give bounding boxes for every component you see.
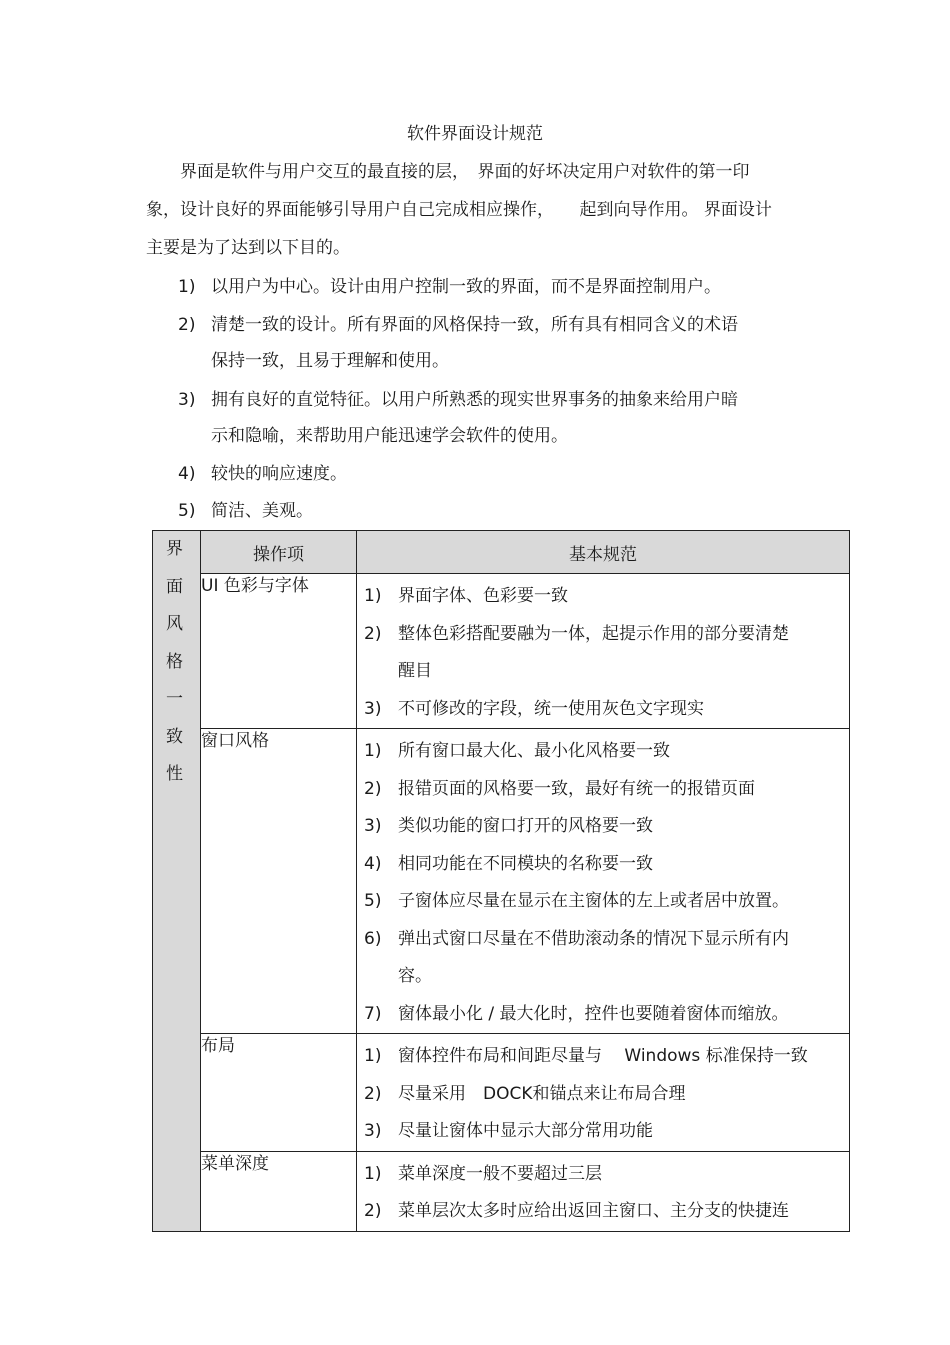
item-cell: 布局 xyxy=(201,1034,357,1152)
rule-item: 2) 尽量采用 DOCK和锚点来让布局合理 xyxy=(364,1083,686,1104)
header-spec: 基本规范 xyxy=(357,531,850,574)
rules-cell xyxy=(357,729,850,1034)
item-cell: 窗口风格 xyxy=(201,729,357,1034)
goal-number: 2) xyxy=(178,315,196,335)
goal-text: 较快的响应速度。 xyxy=(211,464,347,484)
goal-text: 示和隐喻，来帮助用户能迅速学会软件的使用。 xyxy=(211,426,568,446)
item-cell: UI 色彩与字体 xyxy=(201,574,357,729)
rule-item: 3) 尽量让窗体中显示大部分常用功能 xyxy=(364,1121,653,1141)
document-title: 软件界面设计规范 xyxy=(407,124,543,144)
rule-item: 2) 报错页面的风格要一致，最好有统一的报错页面 xyxy=(364,778,755,799)
rule-item: 4) 相同功能在不同模块的名称要一致 xyxy=(364,853,653,874)
rule-item: 1) 界面字体、色彩要一致 xyxy=(364,586,568,606)
goal-number: 4) xyxy=(178,464,196,484)
rules-cell xyxy=(357,574,850,729)
rule-item: 1) 窗体控件布局和间距尽量与 Windows 标准保持一致 xyxy=(364,1046,808,1066)
table-header-row xyxy=(153,531,850,574)
rules-cell xyxy=(357,1151,850,1231)
goal-text: 以用户为中心。设计由用户控制一致的界面，而不是界面控制用户。 xyxy=(211,277,721,297)
category-char: 性 xyxy=(166,764,183,784)
intro-line: 界面是软件与用户交互的最直接的层， 界面的好坏决定用户对软件的第一印 xyxy=(180,162,750,182)
category-char: 致 xyxy=(166,726,183,747)
item-cell: 菜单深度 xyxy=(201,1151,357,1231)
header-item: 操作项 xyxy=(201,531,357,574)
category-char: 一 xyxy=(166,689,183,709)
category-char: 格 xyxy=(166,651,183,672)
rule-item: 1) 菜单深度一般不要超过三层 xyxy=(364,1163,602,1184)
rule-item: 3) 不可修改的字段，统一使用灰色文字现实 xyxy=(364,698,704,719)
category-char: 界 xyxy=(166,539,183,559)
rule-item: 6) 弹出式窗口尽量在不借助滚动条的情况下显示所有内 容。 xyxy=(364,928,789,986)
rule-item: 3) 类似功能的窗口打开的风格要一致 xyxy=(364,816,653,836)
goal-number: 1) xyxy=(178,277,196,297)
intro-line: 主要是为了达到以下目的。 xyxy=(146,238,350,258)
intro-line: 象，设计良好的界面能够引导用户自己完成相应操作， 起到向导作用。 界面设计 xyxy=(146,200,772,220)
table-row xyxy=(153,729,850,1034)
rule-item: 2) 整体色彩搭配要融为一体，起提示作用的部分要清楚 醒目 xyxy=(364,623,789,681)
category-label xyxy=(153,531,200,794)
goal-text: 拥有良好的直觉特征。以用户所熟悉的现实世界事务的抽象来给用户暗 xyxy=(211,390,738,410)
category-char: 风 xyxy=(166,614,183,634)
category-cell xyxy=(153,531,201,1232)
table-row xyxy=(153,574,850,729)
rule-item: 7) 窗体最小化 / 最大化时，控件也要随着窗体而缩放。 xyxy=(364,1003,789,1024)
spec-table xyxy=(152,530,850,1232)
goal-text: 简洁、美观。 xyxy=(211,501,313,521)
rules-cell xyxy=(357,1034,850,1152)
category-char: 面 xyxy=(166,576,183,597)
goal-number: 3) xyxy=(178,390,196,410)
rule-item: 5) 子窗体应尽量在显示在主窗体的左上或者居中放置。 xyxy=(364,891,789,911)
goal-text: 清楚一致的设计。所有界面的风格保持一致，所有具有相同含义的术语 xyxy=(211,315,738,335)
goal-number: 5) xyxy=(178,501,196,521)
table-row xyxy=(153,1034,850,1152)
rule-item: 2) 菜单层次太多时应给出返回主窗口、主分支的快捷连 xyxy=(364,1201,789,1221)
goal-text: 保持一致，且易于理解和使用。 xyxy=(211,351,449,371)
table-row xyxy=(153,1151,850,1231)
rule-item: 1) 所有窗口最大化、最小化风格要一致 xyxy=(364,741,670,761)
